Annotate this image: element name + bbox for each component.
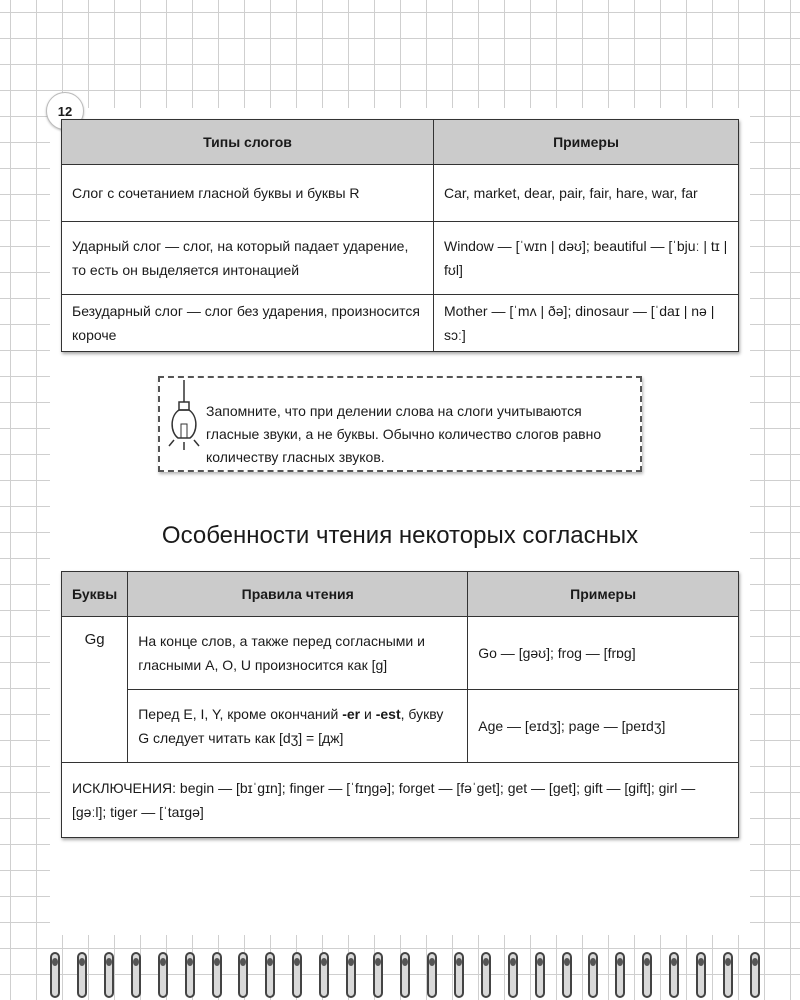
rule-text: и <box>360 705 376 722</box>
example-cell: Mother — [ˈmʌ | ðə]; dinosaur — [ˈdaɪ | nə | sɔː] <box>434 295 739 352</box>
section-heading: Особенности чтения некоторых согласных <box>161 522 639 549</box>
binding-ring <box>669 952 679 1000</box>
binding-ring <box>696 952 706 1000</box>
binding-ring <box>238 952 248 1000</box>
tip-box <box>158 376 642 472</box>
exceptions-cell: ИСКЛЮЧЕНИЯ: begin — [bɪˈgɪn]; finger — [ˈfɪŋgə]; forget — [fəˈget]; get — [get]; gift — [gift]; girl — [gəːl]; tiger — [ˈtaɪgə] <box>62 763 739 838</box>
binding-ring <box>131 952 141 1000</box>
spiral-binding <box>50 952 760 1000</box>
tip-text: Запомните, что при делении слова на слоги учитываются гласные звуки, а не буквы. Обычно количество слогов равно количеству гласных звуков. <box>206 403 602 466</box>
binding-ring <box>750 952 760 1000</box>
binding-ring <box>185 952 195 1000</box>
binding-ring <box>588 952 598 1000</box>
syllable-type-cell: Слог с сочетанием гласной буквы и буквы R <box>62 165 434 222</box>
example-cell: Go — [gəʊ]; frog — [frɒg] <box>468 617 739 690</box>
binding-ring <box>723 952 733 1000</box>
example-cell: Window — [ˈwɪn | dəʊ]; beautiful — [ˈbjuː | tɪ | fʊl] <box>434 222 739 295</box>
page-number: 12 <box>46 92 84 130</box>
column-header-letters: Буквы <box>62 572 128 617</box>
binding-ring <box>400 952 410 1000</box>
binding-ring <box>562 952 572 1000</box>
binding-ring <box>642 952 652 1000</box>
rule-text: Перед E, I, Y, кроме окончаний <box>138 705 343 722</box>
binding-ring <box>158 952 168 1000</box>
binding-ring <box>508 952 518 1000</box>
table-row <box>62 165 739 222</box>
binding-ring <box>535 952 545 1000</box>
lightbulb-icon <box>166 380 202 471</box>
ending-est: -est <box>375 705 401 722</box>
table-row <box>62 690 739 763</box>
syllable-type-cell: Ударный слог — слог, на который падает ударение, то есть он выделяется интонацией <box>62 222 434 295</box>
example-cell: Car, market, dear, pair, fair, hare, war, far <box>434 165 739 222</box>
binding-ring <box>104 952 114 1000</box>
binding-ring <box>481 952 491 1000</box>
column-header-syllable-types: Типы слогов <box>62 120 434 165</box>
binding-ring <box>373 952 383 1000</box>
binding-ring <box>212 952 222 1000</box>
binding-ring <box>77 952 87 1000</box>
ending-er: -er <box>342 705 361 722</box>
rule-cell <box>128 690 468 763</box>
column-header-examples: Примеры <box>434 120 739 165</box>
example-cell: Age — [eɪdʒ]; page — [peɪdʒ] <box>468 690 739 763</box>
binding-ring <box>319 952 329 1000</box>
column-header-examples: Примеры <box>468 572 739 617</box>
table-row <box>62 617 739 690</box>
rule-cell: На конце слов, а также перед согласными и гласными A, O, U произносится как [g] <box>128 617 468 690</box>
binding-ring <box>454 952 464 1000</box>
binding-ring <box>615 952 625 1000</box>
binding-ring <box>292 952 302 1000</box>
column-header-reading-rules: Правила чтения <box>128 572 468 617</box>
syllable-types-table <box>61 119 739 352</box>
binding-ring <box>50 952 60 1000</box>
rule-text: , букву G следует читать как [dʒ] = [дж] <box>138 705 444 746</box>
binding-ring <box>265 952 275 1000</box>
syllable-type-cell: Безударный слог — слог без ударения, произносится короче <box>62 295 434 352</box>
consonants-table <box>61 571 739 838</box>
table-row <box>62 222 739 295</box>
binding-ring <box>346 952 356 1000</box>
letter-cell: Gg <box>62 617 128 763</box>
table-row <box>62 295 739 352</box>
binding-ring <box>427 952 437 1000</box>
table-row <box>62 763 739 838</box>
